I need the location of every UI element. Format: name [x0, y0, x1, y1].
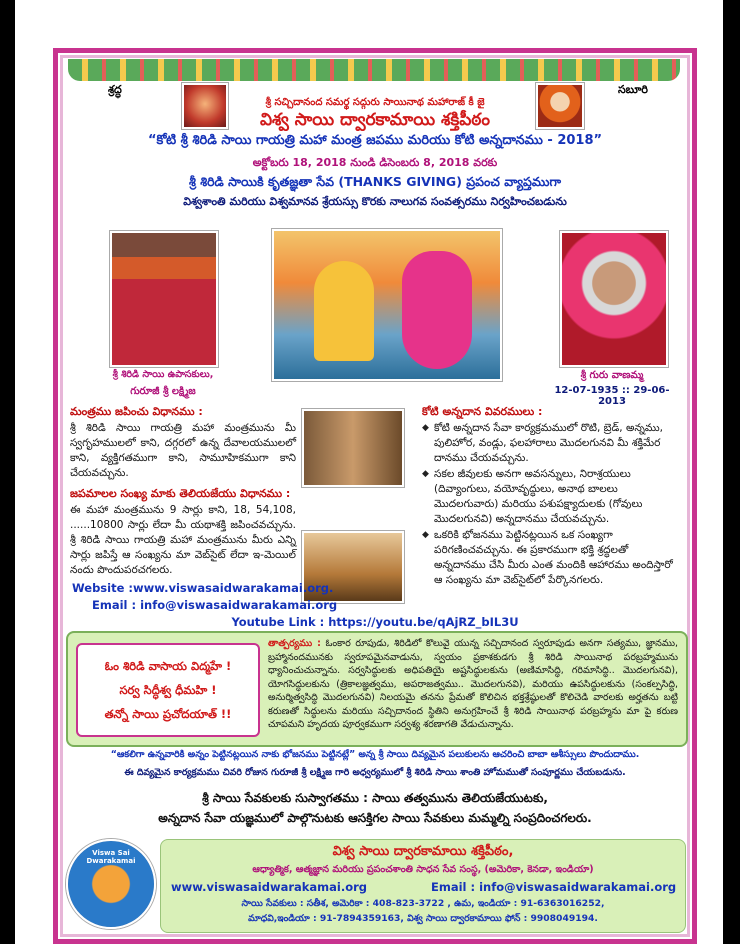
count-body: ఈ మహా మంత్రమును 9 సార్లు కాని, 18, 54,108, ......10800 సార్లు లేదా మీ యథాశక్తి జపించవచ్చును. శ్రీ శిరిడి సాయి గాయత్రి మహా మంత్రమును మీరు ఎన్ని సార్లు జపిస్తే ఆ సంఖ్యను మా వెబ్‌సైట్ లేదా ఇ-మెయిల్ నందు పొందుపరచగలరు.	[70, 504, 296, 576]
goddess-figure	[402, 251, 472, 369]
page	[15, 0, 723, 944]
annadanam-item: ◆ కోటి అన్నదాన సేవా కార్యక్రమములో రొటి, బ్రెడ్, అన్నము, పులిహోర, వండ్లు, ఫలహారాలు మొదలగునవి మీ శక్తిమేర దానము చేయవచ్చును.	[422, 421, 678, 466]
gayatri-mantra-box	[76, 643, 260, 737]
annadanam-heading: కోటి అన్నదాన వివరములు :	[422, 405, 543, 418]
world-peace-line: విశ్వశాంతి మరియు విశ్వమానవ శ్రేయస్సు కొరకు నాలుగవ సంవత్సరము నిర్వహించబడును	[183, 195, 567, 208]
gayatri-meaning	[268, 637, 678, 732]
gayatri-line2: సర్వ సిద్ధీశ్వ ధీమహి !	[119, 683, 217, 697]
event-title: “కోటి శ్రీ శిరిడి సాయి గాయత్రి మహా మంత్ర జపము మరియు కోటి అన్నదానము - 2018”	[147, 133, 603, 148]
vanamma-caption-dates: 12-07-1935 :: 29-06-2013	[554, 385, 670, 407]
meaning-text: ఓంకార రూపుడు, శిరిడిలో కొలువై యున్న సచ్చిదానంద స్వరూపుడు అనగా సత్యము, జ్ఞానము, బ్రహ్మానందమునకు స్వరూపమైనవాడును, స్వయం ప్రకాశకుడగు శ్రీ శిరిడి సాయినాథ పరబ్రహ్మమును ధ్యానించుచున్నాను. సర్వసిద్ధులకు అధిపతియై అష్టసిద్ధులకును (అణిమాసిద్ధి, గరిమాసిద్ధి.. మొదలగునవి), యోగసిద్ధులకును (త్రికాలజ్ఞత్వము, అపరాజత్వము.. మొదలగునవి), మరియు ఉపసిద్ధులకును (సంకల్పసిద్ధి, అనుర్మిత్వసిద్ధి మొదలగునవి) నిలయమై తనను ప్రేమతో కొలిచిన భక్తశ్రేష్ఠులతో కొలిచెడి వారలకు అర్హతను బట్టి కరుణతో సిద్ధులను మరియు సచ్చిదానంద స్థితిని అనుగ్రహించే శ్రీ శిరిడి సాయినాథ పరబ్రహ్మను మా పై కరుణ చూపమని హృదయ పూర్వకముగా సర్వశ్య శరణాగతి వేడుచున్నాను.	[268, 638, 678, 730]
vanamma-caption-name: శ్రీ గురు వాణమ్మ	[580, 370, 644, 381]
annadanam-item: ◆ ఒకరికి భోజనము పెట్టినట్లయిన ఒక సంఖ్యగా పరిగణించవచ్చును. ఈ ప్రకారముగా భక్తి శ్రద్ధలతో అన్నదానము చేసి మీరు ఎంత మందికి ఆహారము అందిస్తారో ఆ సంఖ్యను మా వెబ్‌సైట్‌లో పేర్కొనగలరు.	[422, 528, 678, 588]
baba-quote: “ఆకలిగా ఉన్నవారికి అన్నం పెట్టినట్లయిన నాకు భోజనము పెట్టినట్లే” అన్న శ్రీ సాయి దివ్యమైన పలుకులను ఆచరించి బాబా ఆశీస్సులు పొందుదాము.	[110, 749, 640, 760]
sai-figure	[314, 261, 374, 361]
logo-text: Viswa Sai Dwarakamai	[86, 849, 136, 865]
closing-homam-line: ఈ దివ్యమైన కార్యక్రమము చివరి రోజున గురూజీ శ్రీ లక్ష్మిజ గారి అధ్వర్యములో శ్రీ శిరిడి సాయి శాంతి హోమముతో సంపూర్ణము చేయబడును.	[124, 767, 626, 778]
website-link[interactable]: Website :www.viswasaidwarakamai.org.	[72, 581, 334, 595]
count-heading: జపమాలల సంఖ్య మాకు తెలియజేయు విధానము :	[70, 487, 291, 500]
saburi-word: సబూరి	[618, 83, 648, 96]
footer-title: విశ్వ సాయి ద్వారకామాయి శక్తిపీఠం,	[332, 844, 514, 859]
guru-vanamma-photo	[560, 231, 668, 367]
footer-email[interactable]: Email : info@viswasaidwarakamai.org	[431, 880, 677, 894]
gayatri-line1: ఓం శిరిడి వాసాయ విద్మహే !	[104, 659, 232, 673]
annadanam-list	[422, 421, 678, 589]
meaning-label: తాత్పర్యము :	[268, 638, 321, 649]
footer-logo	[66, 839, 156, 929]
footer-contacts-line2: మాధవి,ఇండియా : 91-7894359163, విశ్వ సాయి ద్వారకామాయి ఫోన్ : 9908049194.	[248, 913, 598, 924]
event-dates: అక్టోబరు 18, 2018 నుండి డిసెంబరు 8, 2018 వరకు	[252, 156, 498, 169]
youtube-link[interactable]: Youtube Link : https://youtu.be/qAjRZ_bIL3U	[231, 615, 519, 629]
poster	[53, 48, 697, 944]
baba-feeding-image	[302, 409, 404, 487]
garland-decoration	[68, 59, 680, 81]
mantra-body: శ్రీ శిరిడి సాయి గాయత్రి మహా మంత్రమును మీ స్వగృహములలో కాని, దగ్గరలో ఉన్న దేవాలయములలో కాని, వ్యక్తిగతముగా కాని, సామూహికముగా కాని చేయవచ్చును.	[70, 422, 296, 479]
gayatri-line3: తన్నో సాయి ప్రచోదయాత్ !!	[104, 707, 232, 721]
mantra-heading: మంత్రము జపించు విధానము :	[70, 405, 203, 418]
guruji-photo	[110, 231, 218, 367]
footer-subtitle: ఆధ్యాత్మిక, ఆత్మజ్ఞాన మరియు ప్రపంచశాంతి సాధన సేవ సంస్థ, (అమెరికా, కెనడా, ఇండియా)	[252, 864, 594, 875]
invocation-line: శ్రీ సచ్చిదానంద సమర్థ సద్గురు సాయినాథ మహారాజ్ కీ జై	[265, 97, 485, 108]
thanks-giving-line: శ్రీ శిరిడి సాయికి కృతజ్ఞతా సేవ (THANKS GIVING) ప్రపంచ వ్యాప్తముగా	[188, 174, 561, 189]
shraddha-word: శ్రద్ధ	[108, 83, 122, 96]
annadanam-item: ◆ సకల జీవులకు అనగా అవసన్నులు, నిరాశ్రయులు (దివ్యాంగులు, వయోవృద్ధులు, అనాథ బాలలు మొదలగువారు) మరియు పశుపక్ష్యాదులకు (గోవులు మొదలగునవి) అన్నదానము చేయవచ్చును.	[422, 467, 678, 527]
welcome-line1: శ్రీ సాయి సేవకులకు సుస్వాగతము : సాయి తత్వమును తెలియజేయుటకు,	[202, 791, 548, 805]
welcome-line2: అన్నదాన సేవా యజ్ఞములో పాల్గొనుటకు ఆసక్తిగల సాయి సేవకులు మమ్మల్ని సంప్రదించగలరు.	[158, 811, 592, 825]
email-link[interactable]: Email : info@viswasaidwarakamai.org	[92, 598, 338, 612]
footer-contacts-line1: సాయి సేవకులు : సతీశ, అమెరికా : 408-823-3722 , ఉమ, ఇండియా : 91-6363016252,	[241, 898, 605, 909]
footer-info	[160, 839, 686, 933]
gayatri-section	[66, 631, 688, 747]
guruji-caption-line2: గురూజీ శ్రీ లక్ష్మిజ	[130, 386, 196, 397]
sai-and-goddess-image	[272, 229, 502, 381]
org-title: విశ్వ సాయి ద్వారకామాయి శక్తిపీఠం	[259, 110, 491, 130]
footer-website[interactable]: www.viswasaidwarakamai.org	[171, 880, 368, 894]
guruji-caption-line1: శ్రీ శిరిడి సాయి ఉపాసకులు,	[112, 369, 214, 380]
